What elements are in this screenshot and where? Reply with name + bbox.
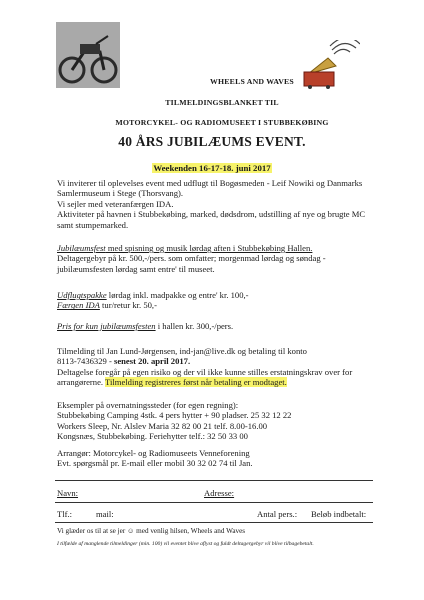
event-title: 40 ÅRS JUBILÆUMS EVENT. <box>118 134 306 149</box>
ferry-title: Færgen IDA <box>57 300 100 311</box>
account-number: 8113-7436329 - <box>57 356 114 367</box>
event-dates-text: Weekenden 16-17-18. juni 2017 <box>153 163 271 173</box>
deadline: senest 20. april 2017. <box>113 356 191 367</box>
payment-notice: Tilmelding registreres først når betaling er modtaget. <box>105 377 287 388</box>
name-address-rule[interactable] <box>55 502 373 503</box>
ferry-line <box>57 300 249 310</box>
jubilee-title: Jubilæumsfest <box>57 243 106 253</box>
jubilee-block <box>57 243 326 274</box>
trip-title: Udflugtspakke <box>57 290 107 300</box>
lodging-line: Kongsnæs, Stubbekøbing. Feriehytter telf.: 32 50 33 00 <box>57 431 248 442</box>
lodging-line: Workers Sleep, Nr. Alslev Maria 32 82 00 21 telf. 8.00-16.00 <box>57 420 268 431</box>
intro-block <box>57 178 365 230</box>
intro-line: Samlermuseum i Stege (Thorsvang). <box>57 188 184 199</box>
intro-line: Aktiviteter på havnen i Stubbekøbing, marked, dødsdrom, udstilling af nye og brugte MC <box>57 209 366 220</box>
intro-line: Vi sejler med veteranfærgen IDA. <box>57 198 174 209</box>
trip-rest: lørdag inkl. madpakke og entre' kr. 100,- <box>106 290 249 300</box>
header-line-2: TILMELDINGSBLANKET TIL <box>165 98 279 107</box>
ferry-rest: tur/retur kr. 50,- <box>99 300 157 311</box>
header-line-1: WHEELS AND WAVES <box>210 77 294 86</box>
jubilee-line: jubilæumsfesten lørdag samt entre' til museet. <box>57 263 215 274</box>
lodging-block <box>57 400 291 442</box>
organizers-word: arrangørerne. <box>57 377 106 388</box>
party-rest: i hallen kr. 300,-/pers. <box>155 321 234 331</box>
mail-label: mail: <box>96 509 114 519</box>
packages-block <box>57 290 249 311</box>
organizer-line: Evt. spørgsmål pr. E-mail eller mobil 30 32 02 74 til Jan. <box>57 458 253 469</box>
jubilee-line <box>57 243 326 253</box>
lodging-line: Eksempler på overnatningssteder (for egen regning): <box>57 400 239 410</box>
form-top-rule <box>55 480 373 481</box>
phone-label: Tlf.: <box>57 509 73 519</box>
name-label: Navn: <box>57 488 79 498</box>
greeting-line: Vi glæder os til at se jer ☺ med venlig hilsen, Wheels and Waves <box>57 527 246 535</box>
organizer-block <box>57 448 253 469</box>
registration-line: Tilmelding til Jan Lund-Jørgensen, ind-jan@live.dk og betaling til konto <box>57 346 307 356</box>
party-title: Pris for kun jubilæumsfesten <box>57 321 156 331</box>
jubilee-title-rest: med spisning og musik lørdag aften i Stubbekøbing Hallen. <box>105 243 313 253</box>
event-dates <box>0 158 424 176</box>
contact-rule[interactable] <box>55 522 373 523</box>
amount-label: Beløb indbetalt: <box>311 509 367 519</box>
trip-line <box>57 290 249 300</box>
registration-line <box>57 377 352 387</box>
organizer-line: Arrangør: Motorcykel- og Radiomuseets Venneforening <box>57 448 250 458</box>
registration-block <box>57 346 352 388</box>
address-label: Adresse: <box>204 488 235 498</box>
registration-line <box>57 356 352 366</box>
intro-line: samt stumpemarked. <box>57 219 129 230</box>
party-line <box>57 321 233 331</box>
registration-line: Deltagelse foregår på egen risiko og der vil ikke kunne stilles erstatningskrav over for <box>57 366 353 377</box>
lodging-line: Stubbekøbing Camping 4stk. 4 pers hytter + 90 pladser. 25 32 12 22 <box>57 410 292 421</box>
count-label: Antal pers.: <box>257 509 298 519</box>
intro-line: Vi inviterer til oplevelses event med udflugt til Bogøsmeden - Leif Nowiki og Danmarks <box>57 178 363 188</box>
refund-note: I tilfælde af manglende tilmeldinger (min. 100) vil eventet blive aflyst og fuldt deltagergebyr vil blive tilbagebetalt. <box>57 541 314 547</box>
jubilee-line: Deltagergebyr på kr. 500,-/pers. som omfatter; morgenmad lørdag og søndag - <box>57 253 326 264</box>
header-line-3: MOTORCYKEL- OG RADIOMUSEET I STUBBEKØBING <box>115 118 329 127</box>
